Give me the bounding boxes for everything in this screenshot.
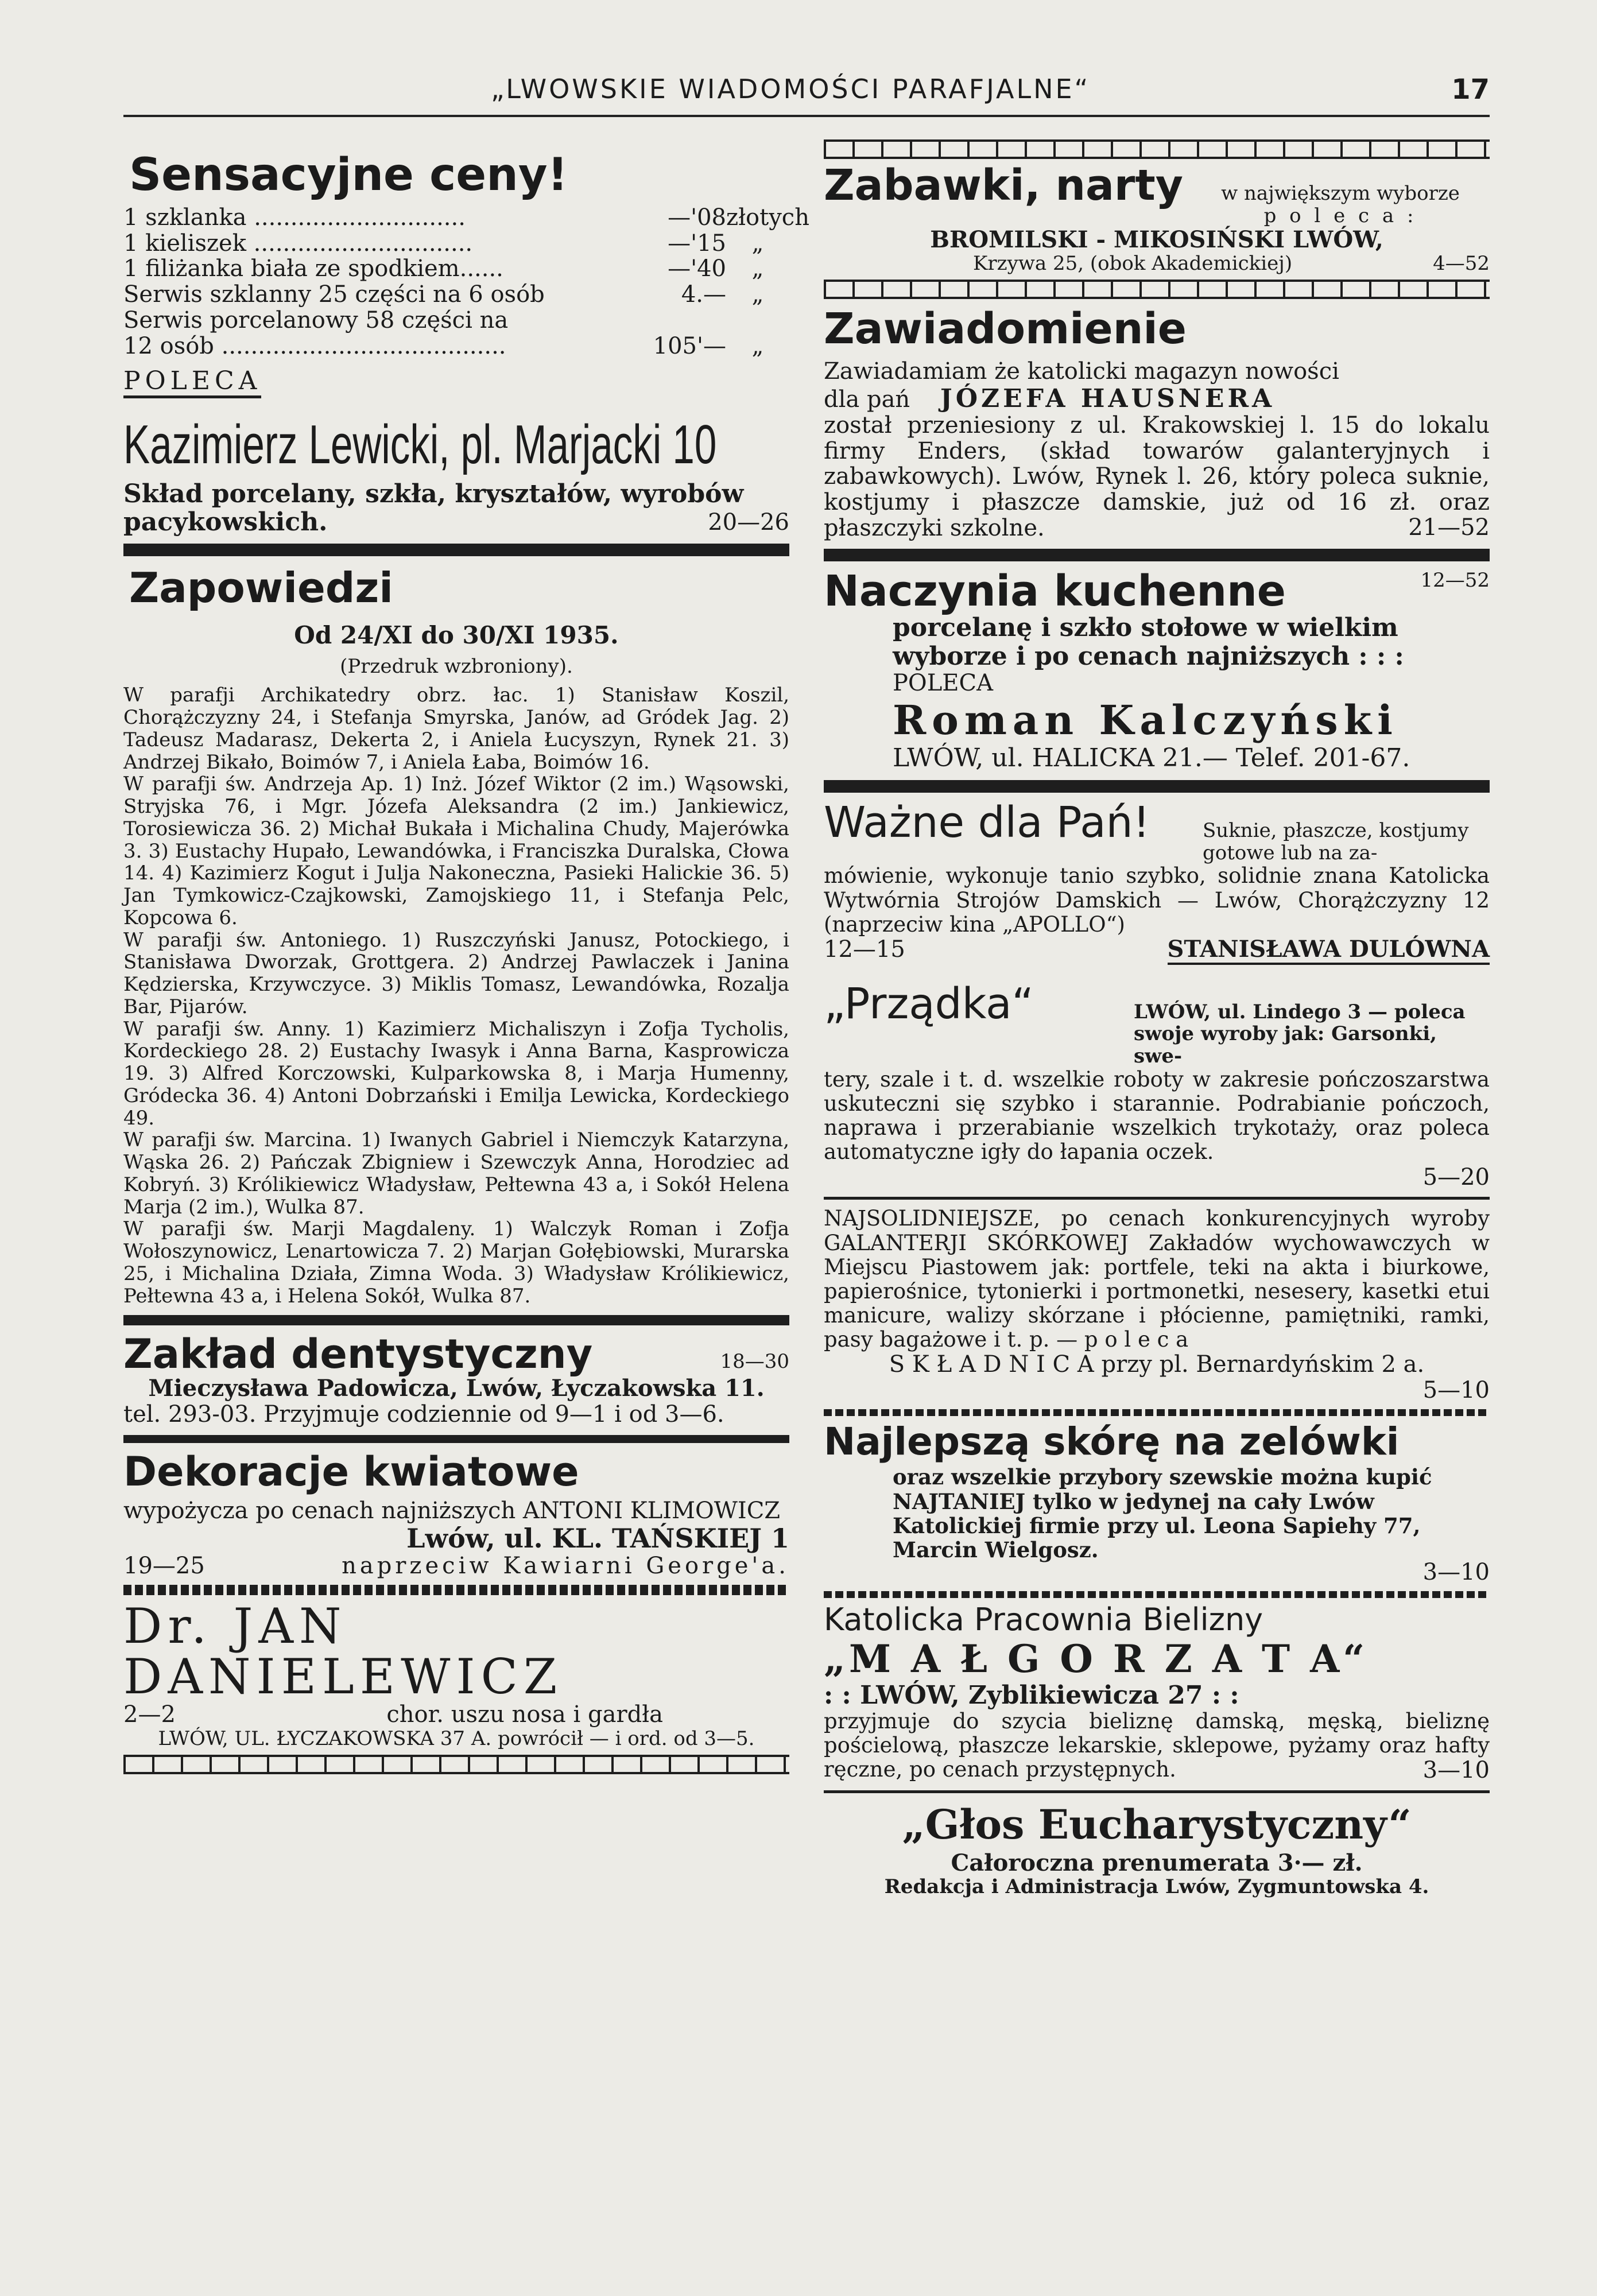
firm-desc: Skład porcelany, szkła, kryształów, wyrobów pacykowskich. bbox=[123, 479, 744, 537]
price-unit: „ bbox=[751, 230, 764, 257]
ad-line: Całoroczna prenumerata 3·— zł. bbox=[951, 1849, 1363, 1876]
ad-line: Suknie, płaszcze, kostjumy gotowe lub na za- bbox=[1203, 819, 1469, 864]
ad-code: 20—26 bbox=[708, 509, 789, 536]
ad-code: 21—52 bbox=[1408, 514, 1490, 541]
ad-line: p o l e c a : bbox=[1263, 204, 1417, 227]
divider-bar bbox=[824, 780, 1490, 793]
price-item-name: Serwis szklanny 25 części na 6 osób bbox=[123, 281, 545, 308]
firm-name: Roman Kalczyński bbox=[893, 696, 1398, 744]
ad-title: Zabawki, narty bbox=[824, 161, 1184, 210]
ad-line: Redakcja i Administracja Lwów, Zygmuntowska 4. bbox=[884, 1875, 1429, 1899]
ad-naczynia bbox=[824, 566, 1490, 773]
ad-zawiadomienie bbox=[824, 304, 1490, 541]
ad-line: LWÓW, ul. HALICKA 21.— Telef. 201-67. bbox=[893, 743, 1410, 773]
ad-line: w największym wyborze bbox=[1221, 182, 1460, 205]
section-note: (Przedruk wzbroniony). bbox=[340, 654, 573, 678]
ad-title: Sensacyjne ceny! bbox=[129, 149, 568, 201]
parish-announcement: W parafji św. Marji Magdaleny. 1) Walczyk Roman i Zofja Wołoszynowicz, Lenartowicza 7. 2) Marjan Gołębiowski, Murarska 25, i Michalina Działa, Zimna Woda. 3) Władysław Królikiewicz, Pełtewna 43 a, i Helena Sokół, Wulka 87. bbox=[123, 1217, 789, 1308]
firm-name: „M A Ł G O R Z A T A“ bbox=[824, 1636, 1369, 1681]
ad-code: 5—10 bbox=[1422, 1377, 1490, 1404]
ad-title: Dekoracje kwiatowe bbox=[123, 1448, 579, 1496]
ad-code: 3—10 bbox=[1422, 1757, 1490, 1784]
ad-line: przyjmuje do szycia bieliznę damską, męską, bieliznę pościelową, płaszcze lekarskie, sklepowe, pyżamy oraz hafty ręczne, po cenach przystępnych. bbox=[824, 1708, 1490, 1782]
price-row bbox=[123, 204, 809, 231]
ad-przadka bbox=[824, 979, 1490, 1190]
price-value bbox=[611, 308, 726, 333]
ad-title: Ważne dla Pań! bbox=[824, 797, 1150, 847]
ad-line: porcelanę i szkło stołowe w wielkim wyborze i po cenach najniższych : : : bbox=[893, 613, 1404, 671]
price-row bbox=[123, 282, 789, 308]
price-item-name: 1 szklanka ............................. bbox=[123, 204, 466, 231]
ad-title: Katolicka Pracownia Bielizny bbox=[824, 1601, 1263, 1638]
price-item-name: Serwis porcelanowy 58 części na bbox=[123, 307, 509, 334]
ad-line: Mieczysława Padowicza, Lwów, Łyczakowska 11. bbox=[148, 1374, 765, 1402]
page-number: 17 bbox=[1451, 73, 1490, 106]
ad-code: 3—10 bbox=[1422, 1559, 1490, 1586]
ad-sensacyjne-ceny bbox=[123, 149, 809, 537]
ornament-rule bbox=[824, 1409, 1490, 1416]
ad-line: BROMILSKI - MIKOSIŃSKI LWÓW, bbox=[930, 226, 1383, 253]
price-value: —'40 bbox=[668, 255, 726, 282]
ad-name: JÓZEFA HAUSNERA bbox=[940, 383, 1276, 413]
page-header bbox=[123, 73, 1490, 114]
price-row bbox=[123, 308, 789, 333]
price-list bbox=[123, 204, 809, 359]
poleca-label: POLECA bbox=[123, 366, 261, 398]
parish-announcement: W parafji Archikatedry obrz. łac. 1) Stanisław Koszil, Chorążczyzny 24, i Stefanja Smyrska, Janów, ad Gródek Jag. 2) Tadeusz Madarasz, Dekerta 2, i Aniela Łucyszyn, Rynek 21. 3) Andrzej Bikało, Boimów 7, i Aniela Łaba, Boimów 16. bbox=[123, 684, 789, 774]
header-rule bbox=[123, 115, 1490, 117]
ad-glos bbox=[824, 1801, 1490, 1899]
ad-title: Najlepszą skórę na zelówki bbox=[824, 1420, 1400, 1464]
price-value: 4.— bbox=[681, 281, 726, 308]
ad-line: Lwów, ul. KL. TAŃSKIEJ 1 bbox=[406, 1522, 789, 1554]
ad-code: 19—25 bbox=[123, 1553, 205, 1580]
divider-rule bbox=[824, 1790, 1490, 1793]
parish-announcement: W parafji św. Marcina. 1) Iwanych Gabriel i Niemczyk Katarzyna, Wąska 26. 2) Pańczak Zbigniew i Szewczyk Anna, Horodziec ad Kobryń. 3) Królikiewicz Władysław, Pełtewna 43 a, i Sokół Helena Marja (2 im.), Wulka 87. bbox=[123, 1128, 789, 1219]
ad-line: oraz wszelkie przybory szewskie można kupić NAJTANIEJ tylko w jedynej na cały Lwów Katolickiej firmie przy ul. Leona Sapiehy 77, Marcin Wielgosz. bbox=[893, 1464, 1432, 1562]
ad-line: swoje wyroby jak: Garsonki, swe- bbox=[1134, 1022, 1437, 1068]
ad-title: „Głos Eucharystyczny“ bbox=[902, 1801, 1412, 1849]
price-value: —'08 bbox=[668, 204, 726, 231]
ad-line: NAJSOLIDNIEJSZE, po cenach konkurencyjnych wyroby GALANTERJI SKÓRKOWEJ Zakładów wychowawczych w Miejscu Piastowem jak: portfele, teki na akta i biurkowe, papierośnice, tytonierki i portmonetki, nesesery, kasetki etui manicure, walizy skórzane i płócienne, pamiętniki, ramki, pasy bagażowe i t. p. — p o l e c a bbox=[824, 1206, 1490, 1352]
section-title: Zapowiedzi bbox=[129, 564, 393, 612]
price-unit: „ bbox=[751, 332, 764, 359]
right-column bbox=[824, 135, 1490, 1898]
ad-code: 4—52 bbox=[1433, 252, 1490, 276]
price-item-name: 12 osób ....................................... bbox=[123, 332, 506, 359]
ad-doktor bbox=[123, 1598, 789, 1751]
divider-rule bbox=[824, 1197, 1490, 1200]
price-item-name: 1 kieliszek .............................. bbox=[123, 230, 473, 257]
price-row bbox=[123, 256, 789, 282]
header-title: „LWOWSKIE WIADOMOŚCI PARAFJALNE“ bbox=[491, 73, 1091, 104]
ad-skora bbox=[824, 1422, 1490, 1585]
price-value: 105'— bbox=[653, 332, 726, 359]
ad-code: 2—2 bbox=[123, 1701, 176, 1728]
parish-announcement: W parafji św. Antoniego. 1) Ruszczyński Janusz, Potockiego, i Stanisława Dworzak, Grottgera. 2) Andrzej Pawlaczek i Janina Kędzierska, Krzywczyce. 3) Miklis Tomasz, Lewandówka, Rozalja Bar, Pijarów. bbox=[123, 928, 789, 1018]
firm-name: Kazimierz Lewicki, pl. Marjacki 10 bbox=[123, 413, 717, 475]
ad-line: : : LWÓW, Zyblikiewicza 27 : : bbox=[824, 1680, 1239, 1710]
divider-bar bbox=[824, 549, 1490, 561]
ad-code: 18—30 bbox=[720, 1350, 789, 1374]
ad-line: został przeniesiony z ul. Krakowskiej l. 15 do lokalu firmy Enders, (skład towarów galanteryjnych i zabawkowych). Lwów, Rynek l. 26, który poleca suknie, kostjumy i płaszcze damskie, już od 16 zł. oraz płaszczyki szkolne. bbox=[824, 412, 1490, 541]
ornament-rule bbox=[824, 280, 1490, 299]
ad-title: Dr. JAN DANIELEWICZ bbox=[123, 1598, 563, 1705]
price-unit: „ bbox=[751, 255, 764, 282]
ad-galanterja bbox=[824, 1207, 1490, 1403]
ad-dentysta bbox=[123, 1333, 789, 1427]
ad-title: Naczynia kuchenne bbox=[824, 566, 1286, 616]
parish-announcement: W parafji św. Andrzeja Ap. 1) Inż. Józef Wiktor (2 im.) Wąsowski, Stryjska 76, i Mgr. Józefa Aleksandra (2 im.) Jankiewicz, Torosiewicza 36. 2) Michał Bukała i Michalina Chudy, Majerówka 3. 3) Eustachy Hupało, Lewandówka, i Franciszka Duralska, Cłowa 14. 4) Kazimierz Kogut i Julja Nakoneczna, Pasieki Halickie 36. 5) Jan Tymkowicz-Czajkowski, Zamojskiego 11, i Stefanja Pelc, Kopcowa 6. bbox=[123, 773, 789, 929]
ad-line: S K Ł A D N I C A przy pl. Bernardyńskim 2 a. bbox=[889, 1351, 1425, 1378]
ad-dekoracje bbox=[123, 1448, 789, 1580]
ad-title: „Prządka“ bbox=[824, 979, 1034, 1029]
section-dates: Od 24/XI do 30/XI 1935. bbox=[294, 620, 619, 649]
ad-line: naprzeciw Kawiarni George'a. bbox=[342, 1553, 789, 1580]
parish-announcement: W parafji św. Anny. 1) Kazimierz Michaliszyn i Zofja Tycholis, Kordeckiego 28. 2) Eustachy Iwasyk i Anna Barna, Kasprowicza 19. 3) Alfred Korczowski, Kulparkowska 8, i Marja Humenny, Gródecka 36. 4) Antoni Dobrzański i Emilja Lewicka, Kordeckiego 49. bbox=[123, 1017, 789, 1130]
price-unit: „ bbox=[751, 281, 764, 308]
ad-line: Krzywa 25, (obok Akademickiej) bbox=[973, 252, 1293, 276]
poleca-label: POLECA bbox=[893, 669, 993, 696]
ornament-rule bbox=[123, 1585, 789, 1595]
ornament-rule bbox=[824, 1591, 1490, 1598]
ad-zabawki bbox=[824, 161, 1490, 276]
ad-line: mówienie, wykonuje tanio szybko, solidnie znana Katolicka Wytwórnia Strojów Damskich — Lwów, Chorążczyzny 12 (naprzeciw kina „APOLLO“) bbox=[824, 863, 1490, 937]
ad-line: dla pań bbox=[824, 386, 910, 413]
price-unit: złotych bbox=[726, 204, 809, 231]
left-column bbox=[123, 135, 809, 1779]
ad-line: LWÓW, UL. ŁYCZAKOWSKA 37 A. powrócił — i ord. od 3—5. bbox=[158, 1727, 755, 1751]
zapowiedzi-list bbox=[123, 684, 789, 1307]
ad-line: tery, szale i t. d. wszelkie roboty w zakresie pończoszarstwa uskuteczni się szybko i starannie. Podrabianie pończoch, naprawa i przerabianie wszelkich trykotaży, oraz poleca automatyczne igły do łapania oczek. bbox=[824, 1066, 1490, 1165]
divider-bar bbox=[123, 544, 789, 556]
ad-code: 12—52 bbox=[1420, 568, 1490, 592]
ad-code: 5—20 bbox=[1422, 1163, 1490, 1190]
ad-wazne-dla-pan bbox=[824, 797, 1490, 965]
price-row bbox=[123, 333, 789, 359]
divider-bar bbox=[123, 1435, 789, 1443]
ad-line: chor. uszu nosa i gardła bbox=[386, 1701, 663, 1728]
price-value: —'15 bbox=[668, 230, 726, 257]
ad-line: tel. 293-03. Przyjmuje codziennie od 9—1 i od 3—6. bbox=[123, 1401, 724, 1428]
ad-line: wypożycza po cenach najniższych ANTONI KLIMOWICZ bbox=[123, 1497, 781, 1524]
price-row bbox=[123, 231, 789, 257]
ad-malgorzata bbox=[824, 1601, 1490, 1784]
price-unit bbox=[726, 308, 789, 333]
zapowiedzi-section bbox=[123, 564, 789, 1308]
ad-title: Zawiadomienie bbox=[824, 304, 1187, 354]
ad-line: LWÓW, ul. Lindego 3 — poleca bbox=[1134, 1000, 1466, 1023]
ad-line: Zawiadamiam że katolicki magazyn nowości bbox=[824, 358, 1339, 385]
ad-title: Zakład dentystyczny bbox=[123, 1331, 593, 1378]
ornament-rule bbox=[824, 139, 1490, 159]
ad-signature: STANISŁAWA DULÓWNA bbox=[1168, 937, 1490, 965]
divider-bar bbox=[123, 1315, 789, 1325]
price-item-name: 1 filiżanka biała ze spodkiem...... bbox=[123, 255, 503, 282]
ornament-rule bbox=[123, 1755, 789, 1774]
ad-code: 12—15 bbox=[824, 936, 905, 963]
